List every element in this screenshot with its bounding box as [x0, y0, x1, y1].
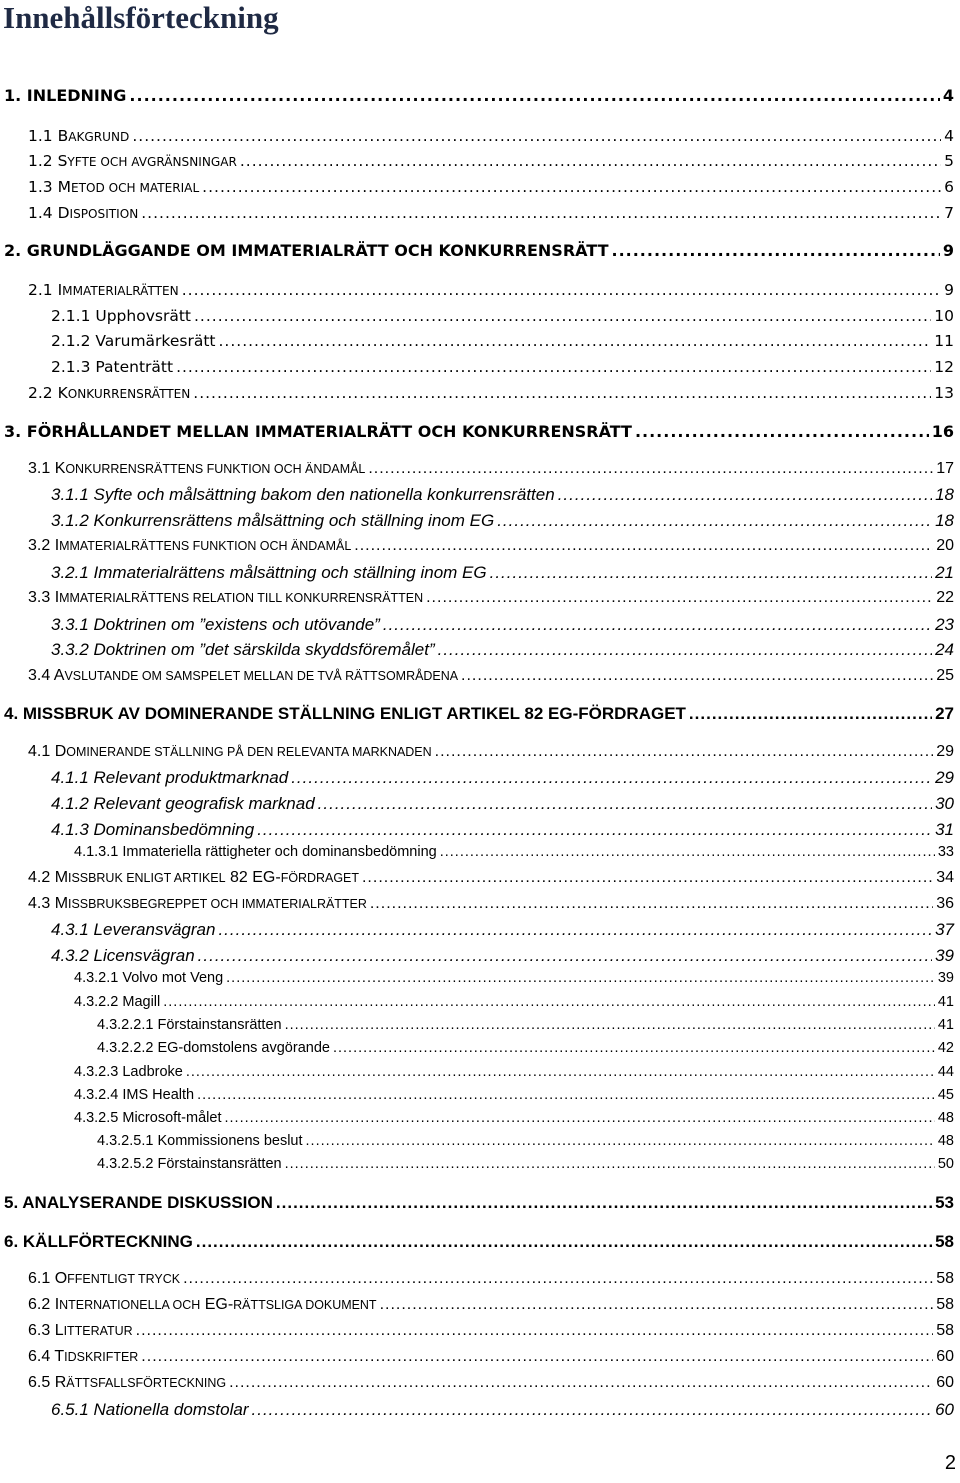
toc-dot-leader [176, 358, 931, 376]
toc-entry[interactable] [4, 1193, 954, 1213]
toc-dot-leader [291, 768, 932, 788]
toc-dot-leader [218, 920, 932, 940]
toc-entry[interactable] [51, 920, 954, 940]
toc-entry-number: 3.1.1 Syfte och målsättning bakom den nationella konkurrensrätten [51, 485, 555, 504]
toc-entry-number: 4.3.2.2 Magill [74, 994, 161, 1010]
toc-page-number: 6 [944, 178, 954, 196]
toc-dot-leader [196, 1232, 932, 1252]
toc-entry-label [51, 794, 315, 814]
toc-dot-leader [438, 640, 932, 660]
toc-entry[interactable] [4, 1232, 954, 1252]
toc-entry[interactable] [51, 358, 954, 376]
toc-entry[interactable] [28, 1374, 954, 1392]
toc-entry[interactable] [51, 946, 954, 966]
toc-entry[interactable] [74, 844, 954, 860]
toc-entry-number: 4.3.2.2.1 Förstainstansrätten [97, 1017, 282, 1033]
toc-entry-label [97, 1017, 282, 1033]
toc-entry[interactable] [4, 241, 954, 260]
toc-entry-label [28, 1270, 180, 1288]
toc-entry[interactable] [51, 563, 954, 583]
toc-entry[interactable] [28, 743, 954, 761]
toc-entry[interactable] [28, 1270, 954, 1288]
toc-dot-leader [229, 1374, 933, 1392]
toc-entry[interactable] [51, 640, 954, 660]
toc-entry[interactable] [74, 970, 954, 986]
toc-entry-label [74, 844, 437, 860]
toc-page-number: 11 [934, 332, 954, 350]
toc-entry-number: 1.1 B [28, 127, 69, 145]
toc-page-number: 58 [936, 1322, 954, 1339]
toc-page-number: 24 [935, 640, 954, 659]
toc-entry[interactable] [51, 511, 954, 531]
toc-page-number: 37 [935, 920, 954, 939]
toc-entry-number: 3.3.1 Doktrinen om ”existens och utövande” [51, 615, 380, 634]
toc-entry[interactable] [74, 1064, 954, 1080]
toc-entry-number: 3.4 A [28, 667, 65, 684]
toc-entry-label [51, 820, 254, 840]
toc-entry-number: 4.1.3 Dominansbedömning [51, 820, 255, 839]
toc-entry[interactable] [28, 869, 954, 887]
toc-entry[interactable] [28, 152, 954, 170]
toc-dot-leader [219, 332, 932, 350]
toc-entry-label [51, 511, 494, 531]
toc-entry-number: 1.2 S [28, 152, 68, 170]
toc-entry-number: 3.3.2 Doktrinen om ”det särskilda skyddsföremålet” [51, 640, 435, 659]
toc-entry[interactable] [4, 86, 954, 105]
toc-entry-label [51, 768, 288, 788]
toc-entry-label [51, 358, 173, 376]
toc-entry-number: 2. GRUNDLÄGGANDE OM IMMATERIALRÄTT OCH KONKURRENSRÄTT [4, 241, 609, 260]
toc-page-number: 4 [942, 86, 954, 105]
toc-dot-leader [370, 895, 933, 913]
toc-entry-label [4, 422, 632, 441]
toc-entry[interactable] [97, 1133, 954, 1149]
toc-entry-number: 6.3 L [28, 1322, 64, 1339]
toc-entry-number: 2.1.1 Upphovsrätt [51, 307, 191, 325]
toc-entry-number: 3.2.1 Immaterialrättens målsättning och ställning inom EG [51, 563, 487, 582]
toc-entry[interactable] [74, 1110, 954, 1126]
toc-entry[interactable] [28, 1322, 954, 1340]
toc-page-number: 50 [937, 1156, 954, 1172]
toc-entry-label [28, 281, 179, 299]
toc-dot-leader [136, 1322, 934, 1340]
toc-page-number: 16 [931, 422, 954, 441]
toc-dot-leader [276, 1193, 932, 1213]
toc-entry[interactable] [28, 537, 954, 555]
toc-entry-number: 4.3.1 Leveransvägran [51, 920, 216, 939]
toc-entry[interactable] [28, 178, 954, 196]
toc-entry-number: 1.3 M [28, 178, 71, 196]
toc-page-number: 12 [934, 358, 954, 376]
toc-page-number: 9 [944, 281, 954, 299]
toc-page-number: 23 [935, 615, 954, 634]
toc-page-number: 29 [936, 743, 954, 760]
toc-entry-number: 5. ANALYSERANDE DISKUSSION [4, 1193, 273, 1212]
toc-entry-number: 4.2 M [28, 869, 69, 886]
toc-entry-number: 6.1 O [28, 1270, 68, 1287]
toc-page-number: 17 [936, 460, 954, 477]
toc-page-number: 36 [936, 895, 954, 912]
toc-entry-label [74, 1110, 221, 1126]
toc-dot-leader [197, 1087, 935, 1103]
toc-entry-label [28, 537, 351, 555]
toc-entry-label [28, 589, 423, 607]
toc-entry-number: 4. MISSBRUK AV DOMINERANDE STÄLLNING ENLIGT ARTIKEL 82 EG-FÖRDRAGET [4, 704, 686, 723]
toc-entry-label [97, 1133, 303, 1149]
toc-page-number: 13 [934, 384, 954, 402]
toc-entry-smallcaps: ONKURRENSRÄTTEN [67, 387, 191, 401]
toc-entry-number: 1.4 D [28, 204, 70, 222]
toc-entry-number: 4.3.2.5.2 Förstainstansrätten [97, 1156, 282, 1172]
toc-entry[interactable] [97, 1156, 954, 1172]
toc-entry[interactable] [51, 1400, 954, 1420]
toc-entry-number: 4.3 M [28, 895, 69, 912]
toc-page-number: 5 [944, 152, 954, 170]
toc-entry[interactable] [4, 704, 954, 724]
toc-dot-leader [186, 1064, 935, 1080]
toc-entry-number: 4.1.1 Relevant produktmarknad [51, 768, 289, 787]
toc-entry-label [4, 1232, 193, 1252]
toc-page-number: 42 [937, 1040, 954, 1056]
toc-dot-leader [202, 178, 941, 196]
toc-entry-number: 3.3 I [28, 589, 60, 606]
toc-entry-smallcaps: ÄTTSFALLSFÖRTECKNING [66, 1376, 227, 1390]
toc-entry-label [28, 460, 365, 478]
toc-page-number: 10 [934, 307, 954, 325]
toc-entry-number: 4.3.2.5 Microsoft-målet [74, 1110, 222, 1126]
toc-dot-leader [689, 704, 932, 724]
toc-entry[interactable] [28, 667, 954, 685]
toc-dot-leader [182, 281, 941, 299]
toc-page-number: 31 [935, 820, 954, 839]
toc-entry[interactable] [4, 422, 954, 441]
toc-entry[interactable] [28, 895, 954, 913]
toc-entry-label [74, 994, 160, 1010]
toc-entry-number: 4.3.2.3 Ladbroke [74, 1064, 183, 1080]
toc-page-number: 20 [936, 537, 954, 554]
toc-entry-smallcaps: MMATERIALRÄTTEN [62, 284, 179, 298]
toc-dot-leader [163, 994, 935, 1010]
toc-entry-number: 4.3.2 Licensvägran [51, 946, 195, 965]
toc-entry[interactable] [28, 1296, 954, 1314]
toc-page-number: 58 [936, 1296, 954, 1313]
toc-entry-smallcaps: AKGRUND [68, 130, 130, 144]
toc-entry-label [74, 970, 223, 986]
toc-page-number: 21 [935, 563, 954, 582]
toc-entry-label [97, 1040, 330, 1056]
toc-page-number: 30 [935, 794, 954, 813]
toc-page-number: 53 [935, 1193, 954, 1212]
toc-entry-label [28, 127, 129, 145]
toc-page-number: 4 [944, 127, 954, 145]
toc-dot-leader [461, 667, 933, 685]
toc-dot-leader [141, 204, 941, 222]
toc-page-number: 44 [937, 1064, 954, 1080]
toc-entry-label [28, 667, 458, 685]
toc-dot-leader [129, 86, 939, 105]
toc-dot-leader [435, 743, 934, 761]
toc-entry[interactable] [28, 589, 954, 607]
toc-entry-label [4, 1193, 273, 1213]
toc-entry-smallcaps: FFENTLIGT TRYCK [67, 1272, 181, 1286]
toc-entry-label [28, 178, 199, 196]
page-title: Innehållsförteckning [3, 0, 279, 35]
toc-dot-leader [426, 589, 933, 607]
toc-entry-label [28, 1296, 377, 1314]
toc-entry-smallcaps: FÖRDRAGET [280, 871, 359, 885]
toc-entry-number: 2.2 K [28, 384, 68, 402]
toc-entry-number: 2.1.2 Varumärkesrätt [51, 332, 216, 350]
toc-page-number: 60 [935, 1400, 954, 1419]
toc-entry[interactable] [74, 1087, 954, 1103]
toc-page-number: 33 [937, 844, 954, 860]
toc-entry-number: 4.3.2.2.2 EG-domstolens avgörande [97, 1040, 330, 1056]
toc-entry-label [51, 1400, 249, 1420]
toc-dot-leader [193, 384, 931, 402]
toc-page-number: 27 [935, 704, 954, 723]
toc-entry-label [51, 640, 435, 660]
toc-entry-text: EG- [200, 1296, 234, 1313]
toc-entry-label [4, 241, 608, 260]
toc-dot-leader [368, 460, 933, 478]
toc-entry-label [74, 1087, 194, 1103]
toc-entry[interactable] [51, 307, 954, 325]
toc-entry-smallcaps: RÄTTSLIGA DOKUMENT [233, 1298, 377, 1312]
toc-page-number: 48 [937, 1110, 954, 1126]
toc-entry-smallcaps: NTERNATIONELLA OCH [59, 1298, 201, 1312]
toc-entry[interactable] [51, 332, 954, 350]
toc-entry-label [51, 563, 487, 583]
toc-page-number: 18 [935, 485, 954, 504]
toc-entry[interactable] [28, 204, 954, 222]
toc-dot-leader [194, 307, 931, 325]
toc-entry-label [51, 615, 380, 635]
toc-dot-leader [141, 1348, 933, 1366]
toc-page-number: 29 [935, 768, 954, 787]
toc-dot-leader [285, 1017, 935, 1033]
toc-dot-leader [440, 844, 935, 860]
toc-entry[interactable] [28, 281, 954, 299]
toc-entry[interactable] [97, 1040, 954, 1056]
toc-entry-label [51, 920, 215, 940]
toc-entry-number: 3. FÖRHÅLLANDET MELLAN IMMATERIALRÄTT OCH KONKURRENSRÄTT [4, 422, 632, 441]
toc-dot-leader [383, 615, 932, 635]
toc-page-number: 60 [936, 1348, 954, 1365]
toc-page-number: 48 [937, 1133, 954, 1149]
toc-dot-leader [354, 537, 933, 555]
toc-entry[interactable] [51, 615, 954, 635]
toc-page-number: 58 [935, 1232, 954, 1251]
toc-entry-label [4, 704, 686, 724]
toc-dot-leader [226, 970, 935, 986]
toc-entry-label [28, 384, 190, 402]
toc-entry-text: 82 EG- [225, 869, 281, 886]
toc-entry-smallcaps: ITTERATUR [63, 1324, 133, 1338]
toc-entry-label [28, 1374, 226, 1392]
toc-dot-leader [558, 485, 932, 505]
toc-dot-leader [333, 1040, 935, 1056]
toc-entry-number: 4.3.2.4 IMS Health [74, 1087, 195, 1103]
toc-page-number: 25 [936, 667, 954, 684]
toc-entry-label [97, 1156, 282, 1172]
toc-entry-label [28, 152, 237, 170]
toc-page-number: 39 [935, 946, 954, 965]
toc-dot-leader [611, 241, 939, 260]
toc-entry[interactable] [51, 820, 954, 840]
toc-entry[interactable] [74, 994, 954, 1010]
toc-dot-leader [285, 1156, 935, 1172]
toc-entry-smallcaps: OMINERANDE STÄLLNING PÅ DEN RELEVANTA MARKNADEN [66, 745, 432, 759]
toc-dot-leader [198, 946, 932, 966]
toc-dot-leader [252, 1400, 933, 1420]
toc-entry[interactable] [28, 1348, 954, 1366]
toc-entry-number: 6.5 R [28, 1374, 67, 1391]
toc-entry-number: 4.3.2.5.1 Kommissionens beslut [97, 1133, 303, 1149]
toc-entry-number: 4.1 D [28, 743, 67, 760]
toc-dot-leader [497, 511, 932, 531]
toc-entry-smallcaps: IDSKRIFTER [64, 1350, 139, 1364]
toc-page-number: 9 [942, 241, 954, 260]
toc-dot-leader [490, 563, 932, 583]
toc-entry-label [51, 307, 191, 325]
toc-entry-smallcaps: ISSBRUKSBEGREPPET OCH IMMATERIALRÄTTER [68, 897, 367, 911]
toc-entry-smallcaps: VSLUTANDE OM SAMSPELET MELLAN DE TVÅ RÄTTSOMRÅDENA [64, 669, 459, 683]
toc-entry-label [74, 1064, 183, 1080]
toc-dot-leader [132, 127, 941, 145]
toc-entry[interactable] [28, 384, 954, 402]
toc-entry-smallcaps: ISSBRUK ENLIGT ARTIKEL [68, 871, 226, 885]
toc-entry-label [28, 204, 138, 222]
toc-page-number: 18 [935, 511, 954, 530]
toc-entry-label [28, 1348, 138, 1366]
toc-entry-label [28, 895, 367, 913]
toc-dot-leader [224, 1110, 934, 1126]
toc-entry[interactable] [97, 1017, 954, 1033]
toc-page-number: 60 [936, 1374, 954, 1391]
toc-entry-smallcaps: YFTE OCH AVGRÄNSNINGAR [67, 155, 237, 169]
toc-dot-leader [306, 1133, 935, 1149]
toc-entry[interactable] [28, 127, 954, 145]
toc-dot-leader [635, 422, 929, 441]
toc-entry-label [4, 86, 126, 105]
toc-entry[interactable] [28, 460, 954, 478]
toc-entry-smallcaps: ETOD OCH MATERIAL [70, 181, 200, 195]
toc-dot-leader [362, 869, 933, 887]
toc-page-number: 39 [937, 970, 954, 986]
toc-entry-number: 6. KÄLLFÖRTECKNING [4, 1232, 193, 1251]
page-number: 2 [944, 1452, 956, 1474]
toc-dot-leader [183, 1270, 933, 1288]
toc-entry-number: 4.3.2.1 Volvo mot Veng [74, 970, 224, 986]
toc-entry-number: 6.2 I [28, 1296, 60, 1313]
toc-entry-label [28, 1322, 133, 1340]
toc-entry-number: 6.4 T [28, 1348, 65, 1365]
toc-entry-number: 2.1 I [28, 281, 63, 299]
toc-entry-smallcaps: MMATERIALRÄTTENS RELATION TILL KONKURRENSRÄTTEN [59, 591, 424, 605]
toc-dot-leader [318, 794, 932, 814]
toc-page-number: 41 [937, 1017, 954, 1033]
toc-entry-number: 6.5.1 Nationella domstolar [51, 1400, 249, 1419]
toc-entry-label [51, 946, 195, 966]
toc-entry[interactable] [51, 768, 954, 788]
toc-page-number: 58 [936, 1270, 954, 1287]
toc-page-number: 34 [936, 869, 954, 886]
toc-entry-label [28, 869, 359, 887]
toc-dot-leader [240, 152, 941, 170]
toc-dot-leader [380, 1296, 934, 1314]
toc-entry-label [51, 332, 216, 350]
toc-page-number: 7 [944, 204, 954, 222]
toc-page-number: 41 [937, 994, 954, 1010]
toc-entry-number: 3.2 I [28, 537, 60, 554]
toc-page-number: 22 [936, 589, 954, 606]
toc-entry-label [28, 743, 432, 761]
toc-entry-number: 4.1.2 Relevant geografisk marknad [51, 794, 315, 813]
toc-dot-leader [257, 820, 932, 840]
toc-entry-smallcaps: MMATERIALRÄTTENS FUNKTION OCH ÄNDAMÅL [59, 539, 352, 553]
toc-entry-smallcaps: ISPOSITION [69, 207, 139, 221]
toc-entry-smallcaps: ONKURRENSRÄTTENS FUNKTION OCH ÄNDAMÅL [65, 462, 366, 476]
toc-page-number: 45 [937, 1087, 954, 1103]
toc-entry-number: 4.1.3.1 Immateriella rättigheter och dominansbedömning [74, 844, 437, 860]
toc-entry-number: 1. INLEDNING [4, 86, 127, 105]
toc-entry-number: 3.1 K [28, 460, 66, 477]
toc-entry[interactable] [51, 794, 954, 814]
toc-entry-number: 2.1.3 Patenträtt [51, 358, 174, 376]
toc-entry-label [51, 485, 555, 505]
toc-entry-number: 3.1.2 Konkurrensrättens målsättning och ställning inom EG [51, 511, 495, 530]
toc-entry[interactable] [51, 485, 954, 505]
